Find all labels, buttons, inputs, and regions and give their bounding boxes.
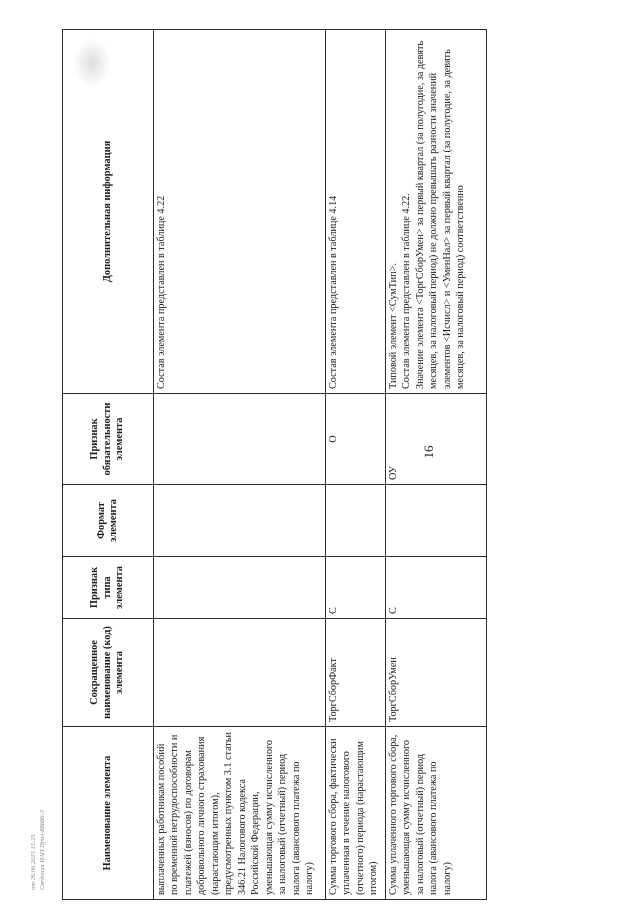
cell-type: С: [386, 557, 487, 619]
cell-required: [154, 394, 326, 485]
header-info-label: Дополнительная информация: [101, 140, 113, 283]
cell-name: выплаченных работникам пособий по временной нетрудоспособности и платежей (взносов) по договорам добровольного личного страхования (нарастающим итогом), предусмотренных пунктом 3.1 статьи 346.21 Налогового кодекса Российской Федерации, уменьшающая сумму исчисленного за налоговый (отчетный) период налога (авансового платежа по налогу): [154, 727, 326, 900]
cell-name: Сумма уплаченного торгового сбора, уменьшающая сумму исчисленного за налоговый (отчетный) период налога (авансового платежа по налогу): [386, 727, 487, 900]
table-header-row: [63, 30, 154, 900]
cell-short-name: ТоргСборУмен: [386, 619, 487, 727]
header-info: [63, 30, 154, 394]
table-row: [386, 30, 487, 900]
rotated-table-wrapper: [62, 30, 487, 900]
info-line: Значение элемента <ТоргСборУмен> за первый квартал (за полугодие, за девять месяцев, за налоговый период) не должно превышать разности значений элементов <Исчисл> и <УменНал> за первый квартал (за полугодие, за девять месяцев, за налоговый период) соответственно: [414, 40, 467, 389]
stamp-line: от 26.06.2015 15:25: [30, 834, 37, 890]
cell-required: О: [326, 394, 386, 485]
cell-info: [386, 30, 487, 394]
scan-smudge: [73, 38, 111, 88]
elements-table: [62, 29, 487, 900]
cell-format: [154, 485, 326, 557]
stamp-line: Сведения ИАП Прил-88686-3: [38, 810, 46, 890]
info-line: Состав элемента представлен в таблице 4.22.: [401, 193, 413, 389]
table-row: [154, 30, 326, 900]
cell-info: Состав элемента представлен в таблице 4.14: [326, 30, 386, 394]
cell-required: ОУ: [386, 394, 487, 485]
header-required: Признак обязательности элемента: [63, 394, 154, 485]
registration-stamp: [30, 570, 48, 890]
page-number: 16: [421, 445, 436, 459]
cell-format: [326, 485, 386, 557]
header-name: Наименование элемента: [63, 727, 154, 900]
cell-type: [154, 557, 326, 619]
table-row: [326, 30, 386, 900]
cell-short-name: [154, 619, 326, 727]
cell-type: С: [326, 557, 386, 619]
header-short-name: Сокращенное наименование (код) элемента: [63, 619, 154, 727]
header-format: Формат элемента: [63, 485, 154, 557]
header-type: Признак типа элемента: [63, 557, 154, 619]
cell-name: Сумма торгового сбора, фактически уплаченная в течение налогового (отчетного) периода (нарастающим итогом): [326, 727, 386, 900]
cell-info: Состав элемента представлен в таблице 4.22: [154, 30, 326, 394]
info-line: Типовой элемент <СумТип>.: [388, 263, 399, 389]
cell-format: [386, 485, 487, 557]
cell-short-name: ТоргСборФакт: [326, 619, 386, 727]
